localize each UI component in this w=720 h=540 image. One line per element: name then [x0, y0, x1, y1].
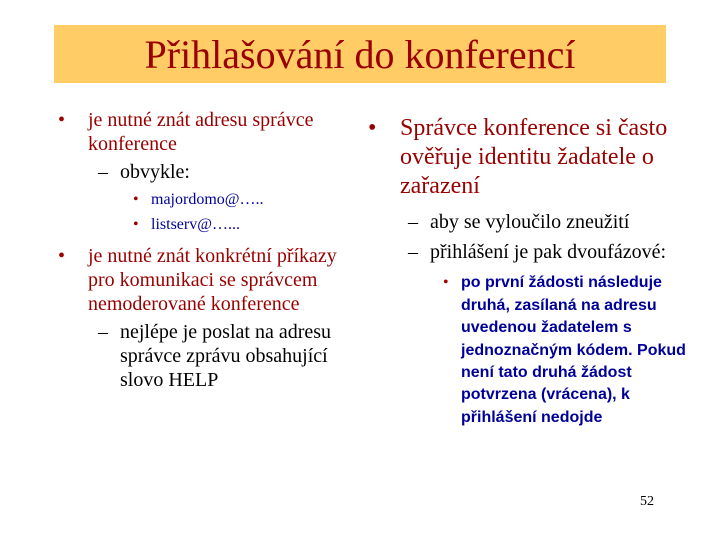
left-sub-bullet-1-text: obvykle: — [120, 161, 190, 183]
bullet-icon: • — [58, 245, 66, 268]
page-number: 52 — [640, 494, 654, 509]
dash-icon: – — [98, 161, 108, 183]
right-column — [368, 114, 698, 429]
bullet-icon: • — [133, 191, 139, 208]
left-bullet-1-text: je nutné znát adresu správce konference — [88, 109, 314, 155]
bullet-icon: • — [58, 109, 66, 131]
right-sub-bullet-1-text: aby se vyloučilo zneužití — [430, 211, 630, 234]
left-subsub-bullet-1-text: majordomo@….. — [151, 191, 264, 208]
left-bullet-1 — [58, 108, 358, 156]
right-bullet-1-text: Správce konference si často ověřuje identitu žadatele o zařazení — [400, 115, 668, 199]
right-sub-bullet-2-text: přihlášení je pak dvoufázové: — [430, 241, 667, 264]
left-bullet-2 — [58, 244, 358, 316]
right-sub-bullet-1 — [368, 210, 698, 234]
left-sub-bullet-2 — [58, 320, 358, 392]
slide-title: Přihlašování do konferencí — [144, 31, 576, 77]
bullet-icon: • — [443, 274, 449, 292]
left-subsub-bullet-1 — [58, 190, 358, 209]
right-subsub-bullet-1 — [368, 272, 698, 429]
bullet-icon: • — [133, 216, 139, 234]
right-subsub-bullet-1-text: po první žádosti následuje druhá, zasílaná na adresu uvedenou žadatelem s jednoznačným kódem. Pokud není tato druhá žádost potvrzena (vrácena), k přihlášení nedojde — [461, 274, 686, 426]
right-bullet-1 — [368, 114, 698, 200]
left-bullet-2-text: je nutné znát konkrétní příkazy pro komunikaci se správcem nemoderované konference — [88, 245, 337, 316]
left-subsub-bullet-2 — [58, 215, 358, 234]
dash-icon: – — [408, 211, 418, 234]
bullet-icon: • — [368, 115, 377, 141]
right-sub-bullet-2 — [368, 240, 698, 264]
left-subsub-bullet-2-text: listserv@…... — [151, 216, 240, 234]
title-bar — [54, 25, 666, 83]
dash-icon: – — [408, 241, 418, 264]
left-sub-bullet-2-text: nejlépe je poslat na adresu správce zprávu obsahující slovo HELP — [120, 321, 332, 392]
left-column — [58, 108, 358, 398]
dash-icon: – — [98, 321, 108, 344]
left-sub-bullet-1 — [58, 160, 358, 184]
